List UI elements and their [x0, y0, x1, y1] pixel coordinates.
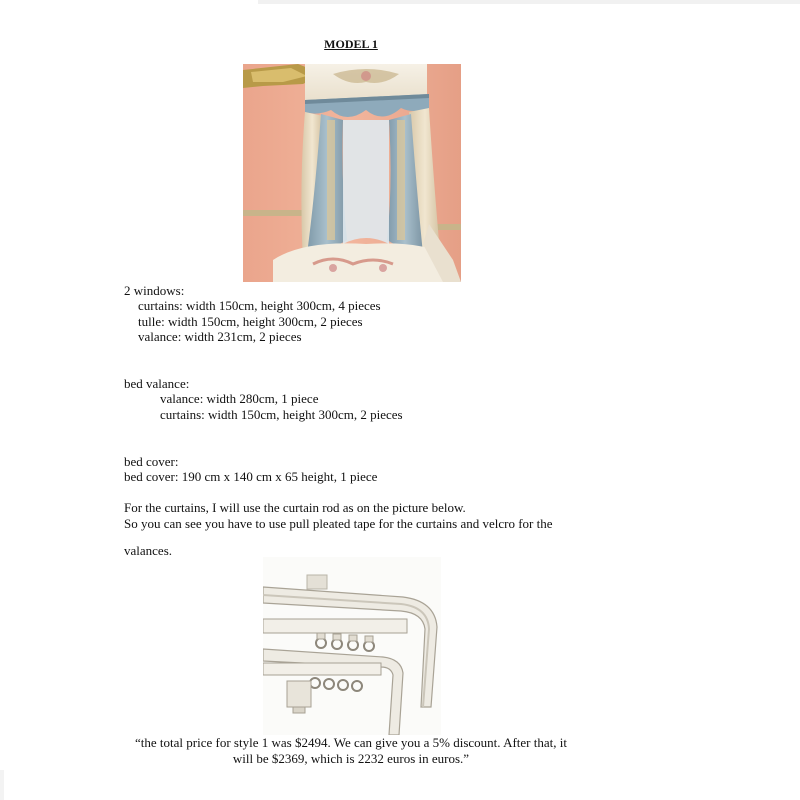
top-edge-bar	[258, 0, 800, 4]
paragraph-line-3: valances.	[124, 543, 173, 558]
paragraph-line-1: For the curtains, I will use the curtain rod as on the picture below.	[124, 500, 466, 515]
paragraph-line-2: So you can see you have to use pull pleated tape for the curtains and velcro for the	[124, 516, 553, 531]
curtain-model-photo	[243, 64, 461, 282]
price-quote-line-1: “the total price for style 1 was $2494. We can give you a 5% discount. After that, it	[135, 735, 567, 750]
bed-cover-item: bed cover: 190 cm x 140 cm x 65 height, 1 piece	[124, 469, 378, 484]
bed-valance-heading: bed valance:	[124, 376, 190, 391]
left-edge-mark	[0, 770, 4, 800]
windows-curtains-item: curtains: width 150cm, height 300cm, 4 pieces	[138, 298, 381, 313]
bed-cover-heading: bed cover:	[124, 454, 179, 469]
windows-heading: 2 windows:	[124, 283, 185, 298]
price-quote-line-2: will be $2369, which is 2232 euros in euros.”	[232, 751, 470, 766]
windows-tulle-item: tulle: width 150cm, height 300cm, 2 pieces	[138, 314, 363, 329]
windows-valance-item: valance: width 231cm, 2 pieces	[138, 329, 302, 344]
document-title: MODEL 1	[324, 37, 378, 51]
bed-valance-valance-item: valance: width 280cm, 1 piece	[160, 391, 319, 406]
bed-valance-curtains-item: curtains: width 150cm, height 300cm, 2 pieces	[160, 407, 403, 422]
curtain-rod-photo	[263, 557, 441, 735]
